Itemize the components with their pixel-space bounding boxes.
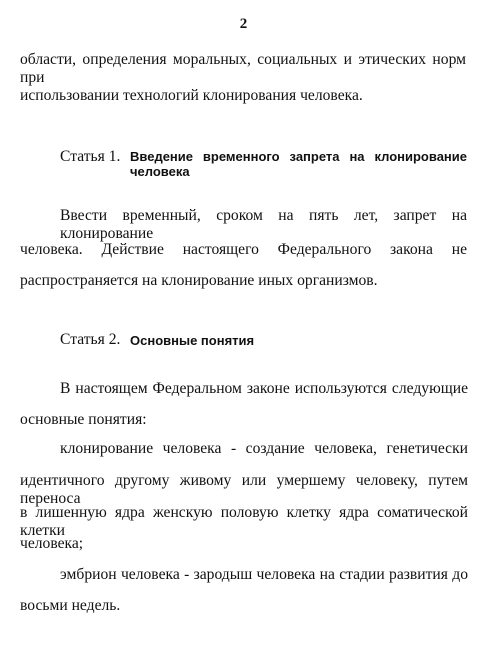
article-2-intro-line-2: основные понятия: — [20, 411, 147, 428]
article-1-body-line-2: человека. Действие настоящего Федерального закона не — [20, 241, 467, 258]
article-2-title: Основные понятия — [130, 333, 255, 348]
article-2-label: Статья 2. — [60, 331, 121, 348]
article-1-body-line-3: распространяется на клонирование иных организмов. — [20, 272, 378, 289]
article-1-title-line-2: человека — [130, 164, 190, 179]
intro-line-1: области, определения моральных, социальных и этических норм при — [20, 51, 466, 86]
definition-1-line-1: клонирование человека - создание человека, генетически — [60, 440, 468, 457]
definition-2-line-2: восьми недель. — [20, 597, 121, 614]
definition-1-line-4: человека; — [20, 535, 84, 552]
intro-line-2: использовании технологий клонирования человека. — [20, 87, 363, 104]
article-1-title-line-1: Введение временного запрета на клонирование — [130, 149, 467, 164]
article-1-label: Статья 1. — [60, 148, 121, 165]
definition-1-line-3: в лишенную ядра женскую половую клетку ядра соматической клетки — [20, 504, 468, 539]
article-2-intro-line-1: В настоящем Федеральном законе используются следующие — [60, 380, 468, 397]
page-number: 2 — [239, 16, 248, 32]
article-1-body-line-1: Ввести временный, сроком на пять лет, запрет на клонирование — [60, 207, 467, 242]
definition-1-line-2: идентичного другому живому или умершему человеку, путем переноса — [20, 472, 468, 507]
definition-2-line-1: эмбрион человека - зародыш человека на стадии развития до — [60, 566, 468, 583]
